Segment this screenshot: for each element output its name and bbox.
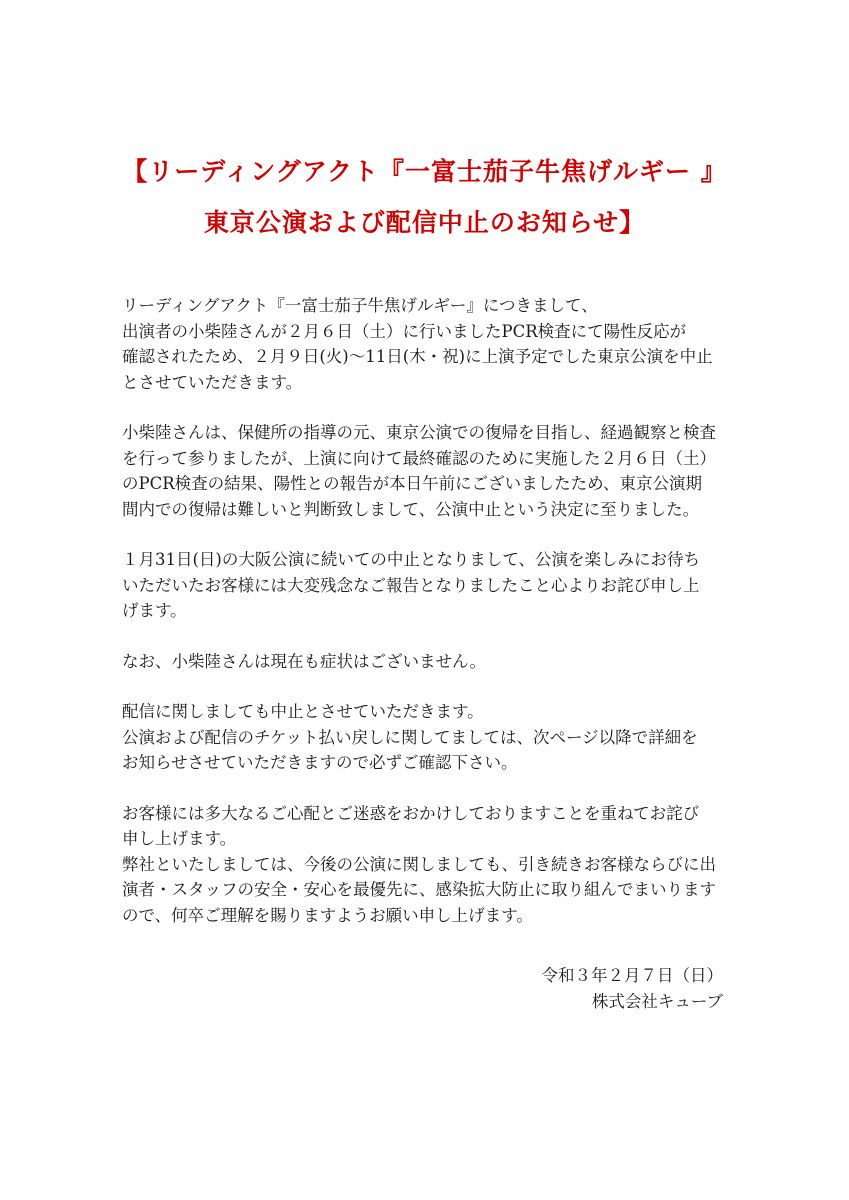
paragraph-details bbox=[122, 420, 732, 522]
paragraph-closing bbox=[122, 801, 732, 929]
body-line: 配信に関しましても中止とさせていただきます。 bbox=[122, 702, 484, 721]
notice-title-line-1: 【リーディングアクト『一富士茄子牛焦げルギー 』 bbox=[122, 157, 727, 186]
paragraph-symptoms bbox=[122, 649, 732, 675]
signature-date: 令和３年２月７日（日） bbox=[541, 966, 723, 985]
body-line: リーディングアクト『一富士茄子牛焦げルギー』につきまして、 bbox=[122, 296, 598, 315]
body-line: 公演および配信のチケット払い戻しに関してましては、次ページ以降で詳細を bbox=[122, 727, 698, 747]
paragraph-streaming-refund bbox=[122, 699, 732, 776]
body-line: とさせていただきます。 bbox=[122, 372, 303, 392]
body-line: お客様には多大なるご心配とご迷惑をおかけしておりますことを重ねてお詫び bbox=[122, 803, 700, 823]
body-line: のPCR検査の結果、陽性との報告が本日午前にございましたため、東京公演期 bbox=[122, 474, 702, 493]
body-line: 確認されたため、２月９日(火)〜11日(木・祝)に上演予定でした東京公演を中止 bbox=[122, 347, 713, 366]
body-line: 間内での復帰は難しいと判断致しまして、公演中止という決定に至りました。 bbox=[122, 499, 700, 519]
body-line: 弊社といたしましては、今後の公演に関しましても、引き続きお客様ならびに出 bbox=[122, 854, 716, 874]
body-line: を行って参りましたが、上演に向けて最終確認のために実施した２月６日（土） bbox=[122, 448, 716, 468]
body-line: お知らせさせていただきますので必ずご確認下さい。 bbox=[122, 753, 518, 772]
body-line: いただいたお客様には大変残念なご報告となりましたこと心よりお詫び申し上 bbox=[122, 575, 700, 595]
body-line: 申し上げます。 bbox=[122, 829, 237, 848]
signature-company: 株式会社キューブ bbox=[591, 991, 723, 1011]
body-line: １月31日(日)の大阪公演に続いての中止となりまして、公演を楽しみにお待ち bbox=[122, 550, 701, 569]
body-line: 演者・スタッフの安全・安心を最優先に、感染拡大防止に取り組んでまいります bbox=[122, 880, 716, 899]
body-line: 小柴陸さんは、保健所の指導の元、東京公演での復帰を目指し、経過観察と検査 bbox=[122, 423, 716, 442]
paragraph-apology bbox=[122, 547, 732, 624]
body-line: げます。 bbox=[122, 601, 187, 620]
body-line: なお、小柴陸さんは現在も症状はございません。 bbox=[122, 651, 486, 671]
body-line: 出演者の小柴陸さんが２月６日（土）に行いましたPCR検査にて陽性反応が bbox=[122, 321, 687, 341]
paragraph-cancellation bbox=[122, 293, 732, 395]
notice-title-line-2: 東京公演および配信中止のお知らせ】 bbox=[203, 208, 646, 237]
body-line: ので、何卒ご理解を賜りますようお願い申し上げます。 bbox=[122, 905, 533, 925]
signature-block bbox=[542, 963, 724, 1014]
notice-body bbox=[122, 293, 732, 953]
